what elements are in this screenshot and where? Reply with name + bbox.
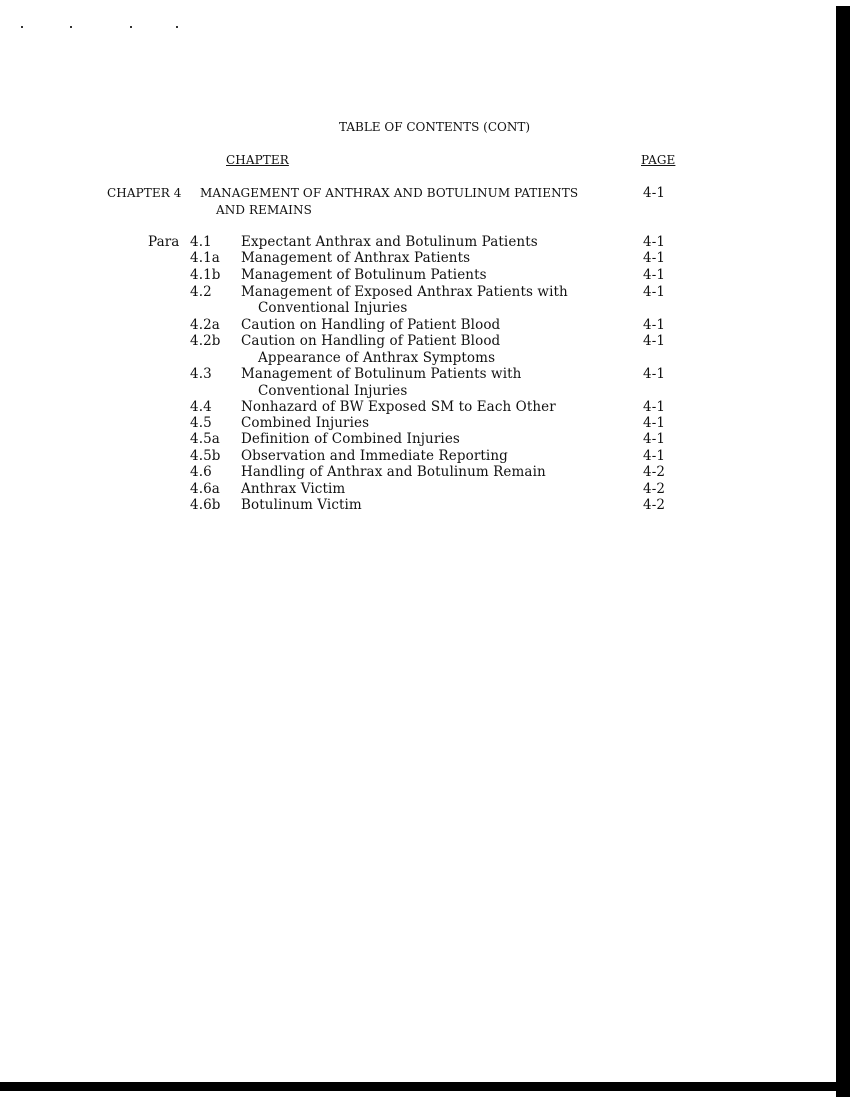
toc-entry-page: 4-1 (643, 448, 666, 464)
toc-entry-number: 4.1a (190, 250, 220, 266)
toc-entry-page: 4-1 (643, 366, 666, 382)
toc-entry-title-continued: Conventional Injuries (258, 383, 408, 399)
toc-entry-title: Management of Exposed Anthrax Patients with (241, 284, 568, 300)
toc-entry-number: 4.4 (190, 399, 212, 415)
toc-entry-number: 4.6a (190, 481, 220, 497)
toc-entry-number: 4.2b (190, 333, 221, 349)
toc-entry-page: 4-1 (643, 250, 666, 266)
toc-entry-title: Observation and Immediate Reporting (241, 448, 508, 464)
chapter-title-continued: AND REMAINS (216, 203, 312, 217)
toc-entry-page: 4-2 (643, 497, 666, 513)
toc-entry-title: Botulinum Victim (241, 497, 362, 513)
toc-entry-number: 4.1b (190, 267, 221, 283)
chapter-label: CHAPTER 4 (107, 186, 182, 200)
para-prefix: Para (148, 234, 180, 250)
toc-entry-title: Handling of Anthrax and Botulinum Remain (241, 464, 546, 480)
toc-entry-title: Management of Anthrax Patients (241, 250, 471, 266)
toc-entry-number: 4.2 (190, 284, 212, 300)
toc-entry-page: 4-1 (643, 284, 666, 300)
toc-entry-title: Nonhazard of BW Exposed SM to Each Other (241, 399, 556, 415)
toc-entry-number: 4.1 (190, 234, 212, 250)
toc-entry-number: 4.3 (190, 366, 212, 382)
column-header-page: PAGE (641, 153, 676, 167)
scan-border-right (836, 6, 850, 1097)
scan-speck (176, 26, 178, 28)
toc-entry-number: 4.6 (190, 464, 212, 480)
toc-entry-title: Anthrax Victim (241, 481, 346, 497)
chapter-page-number: 4-1 (643, 185, 666, 201)
toc-entry-page: 4-1 (643, 399, 666, 415)
toc-entry-page: 4-1 (643, 431, 666, 447)
toc-entry-page: 4-1 (643, 267, 666, 283)
toc-entry-title: Management of Botulinum Patients (241, 267, 487, 283)
toc-entry-number: 4.6b (190, 497, 221, 513)
toc-entry-page: 4-2 (643, 481, 666, 497)
toc-entry-page: 4-2 (643, 464, 666, 480)
toc-entry-number: 4.5a (190, 431, 220, 447)
toc-entry-title: Caution on Handling of Patient Blood (241, 333, 501, 349)
toc-entry-title: Definition of Combined Injuries (241, 431, 460, 447)
scan-speck (70, 26, 72, 28)
toc-entry-page: 4-1 (643, 333, 666, 349)
toc-entry-number: 4.5 (190, 415, 212, 431)
toc-entry-title: Caution on Handling of Patient Blood (241, 317, 501, 333)
column-header-chapter: CHAPTER (226, 153, 289, 167)
page-title: TABLE OF CONTENTS (CONT) (339, 120, 531, 134)
toc-entry-title: Expectant Anthrax and Botulinum Patients (241, 234, 538, 250)
scan-border-bottom (0, 1082, 850, 1091)
toc-entry-title: Combined Injuries (241, 415, 370, 431)
toc-entry-number: 4.2a (190, 317, 220, 333)
chapter-title: MANAGEMENT OF ANTHRAX AND BOTULINUM PATIENTS (200, 186, 579, 200)
toc-entry-title-continued: Conventional Injuries (258, 300, 408, 316)
scan-speck (21, 26, 23, 28)
toc-entry-page: 4-1 (643, 234, 666, 250)
toc-entry-title-continued: Appearance of Anthrax Symptoms (258, 350, 496, 366)
toc-entry-title: Management of Botulinum Patients with (241, 366, 522, 382)
scan-speck (130, 26, 132, 28)
toc-entry-number: 4.5b (190, 448, 221, 464)
toc-entry-page: 4-1 (643, 317, 666, 333)
toc-entry-page: 4-1 (643, 415, 666, 431)
